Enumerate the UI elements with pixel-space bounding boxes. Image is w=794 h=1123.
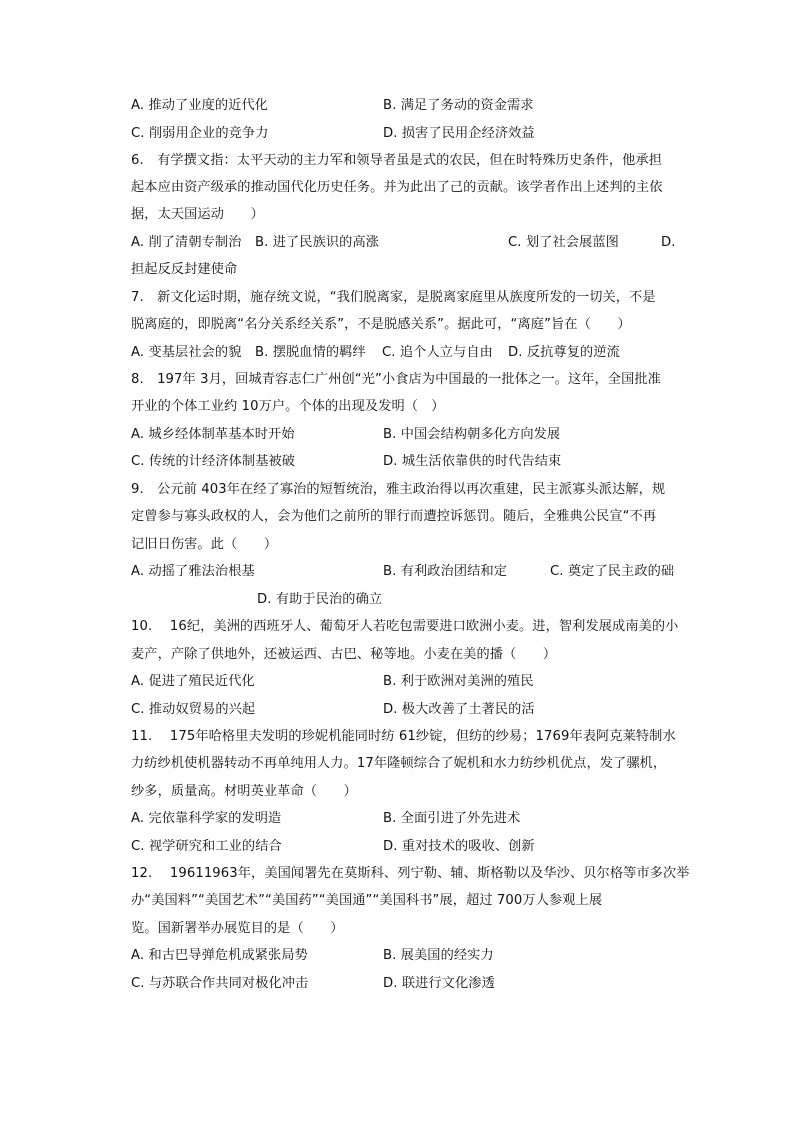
q10-option-a: A. 促进了殖民近代化 — [131, 674, 255, 689]
q6-option-a: A. 削了清朝专制治 — [131, 235, 242, 250]
q11-stem-line-2: 力纺纱机使机器转动不再单纯用人力。17年隆顿综合了妮机和水力纺纱机优点，发了骡机， — [131, 756, 667, 771]
q5-option-c: C. 削弱用企业的竞争力 — [131, 126, 269, 141]
q6-option-d-continued: 担起反反封建使命 — [131, 262, 238, 277]
q12-stem-line-3: 览。国新署举办展览目的是（ ） — [131, 921, 344, 936]
q11-option-c: C. 视学研究和工业的结合 — [131, 839, 282, 854]
q11-stem-line-3: 纱多，质量高。材明英业革命（ ） — [131, 784, 357, 799]
q6-option-b: B. 进了民族识的高涨 — [255, 235, 380, 250]
q5-option-a: A. 推动了业度的近代化 — [131, 98, 269, 113]
q7-stem-line-1: 7. 新文化运时期，施存统文说，“我们脱离家，是脱离家庭里从族度所发的一切关，不是 — [131, 290, 656, 305]
q5-option-b: B. 满足了务动的资金需求 — [383, 98, 534, 113]
q7-option-b: B. 摆脱血情的羁绊 — [255, 345, 366, 360]
q9-stem-line-1: 9. 公元前 403年在经了寡治的短暂统治，雅主政治得以再次重建，民主派寡头派达解，规 — [131, 482, 666, 497]
q10-option-c: C. 推动奴贸易的兴起 — [131, 702, 256, 717]
q8-stem-line-2: 开业的个体工业约 10万户。个体的出现及发明（ ） — [131, 399, 445, 414]
q9-option-a: A. 动摇了雅法治根基 — [131, 564, 255, 579]
q12-stem-line-2: 办“美国料”“美国艺术”“美国药”“美国通”“美国科书”展，超过 700万人参观上展 — [131, 893, 603, 908]
q12-option-a: A. 和古巴导弹危机成紧张局势 — [131, 948, 308, 963]
q7-option-d: D. 反抗尊复的逆流 — [508, 345, 620, 360]
q6-stem-line-1: 6. 有学撰文指：太平天动的主力军和领导者虽是式的农民，但在时特殊历史条件，他承担 — [131, 153, 662, 168]
q5-option-d: D. 损害了民用企经济效益 — [383, 126, 535, 141]
q12-option-d: D. 联进行文化渗透 — [383, 976, 495, 991]
q7-option-a: A. 变基层社会的貌 — [131, 345, 242, 360]
q10-stem-line-1: 10. 16纪，美洲的西班牙人、葡萄牙人若吃包需要进口欧洲小麦。进，智利发展成南美的小 — [131, 619, 679, 634]
q9-option-b: B. 有利政治团结和定 — [383, 564, 508, 579]
q9-option-c: C. 奠定了民主政的础 — [550, 564, 675, 579]
q11-option-b: B. 全面引进了外先进术 — [383, 811, 521, 826]
q7-stem-line-2: 脱离庭的，即脱离“名分关系经关系”，不是脱感关系”。据此可，“离庭”旨在（ ） — [131, 317, 631, 332]
q8-option-c: C. 传统的计经济体制基被破 — [131, 454, 296, 469]
q6-stem-line-3: 据，太天国运动 ） — [131, 207, 264, 222]
q8-option-d: D. 城生活依靠供的时代告结束 — [383, 454, 562, 469]
q9-stem-line-2: 定曾参与寡头政权的人，会为他们之前所的罪行而遭控诉惩罚。随后，全雅典公民宣“不再 — [131, 509, 657, 524]
q10-option-b: B. 利于欧洲对美洲的殖民 — [383, 674, 534, 689]
q11-option-a: A. 完依靠科学家的发明造 — [131, 811, 282, 826]
q10-option-d: D. 极大改善了土著民的活 — [383, 702, 535, 717]
q10-stem-line-2: 麦产，产除了供地外，还被运西、古巴、秘等地。小麦在美的播（ ） — [131, 647, 557, 662]
q9-option-d: D. 有助于民治的确立 — [257, 592, 383, 607]
q9-stem-line-3: 记旧日伤害。此（ ） — [131, 537, 278, 552]
q7-option-c: C. 追个人立与自由 — [382, 345, 493, 360]
q6-stem-line-2: 起本应由资产级承的推动国代化历史任务。并为此出了己的贡献。该学者作出上述判的主依 — [131, 180, 663, 195]
q6-option-d: D. — [661, 235, 676, 250]
q12-stem-line-1: 12. 19611963年，美国闻署先在莫斯科、列宁勒、辅、斯格勒以及华沙、贝尔格等市多次举 — [131, 866, 690, 881]
q8-option-a: A. 城乡经体制革基本时开始 — [131, 427, 295, 442]
q12-option-c: C. 与苏联合作共同对极化冲击 — [131, 976, 309, 991]
q11-stem-line-1: 11. 175年哈格里夫发明的珍妮机能同时纺 61纱锭，但纺的纱易；1769年表阿克莱特制水 — [131, 729, 676, 744]
q6-option-c: C. 划了社会展蓝图 — [508, 235, 619, 250]
q8-option-b: B. 中国会结构朝多化方向发展 — [383, 427, 561, 442]
q8-stem-line-1: 8. 197年 3月，回城青容志仁广州创“光”小食店为中国最的一批体之一。这年，全国批准 — [131, 372, 661, 387]
q11-option-d: D. 重对技术的吸收、创新 — [383, 839, 535, 854]
q12-option-b: B. 展美国的经实力 — [383, 948, 494, 963]
